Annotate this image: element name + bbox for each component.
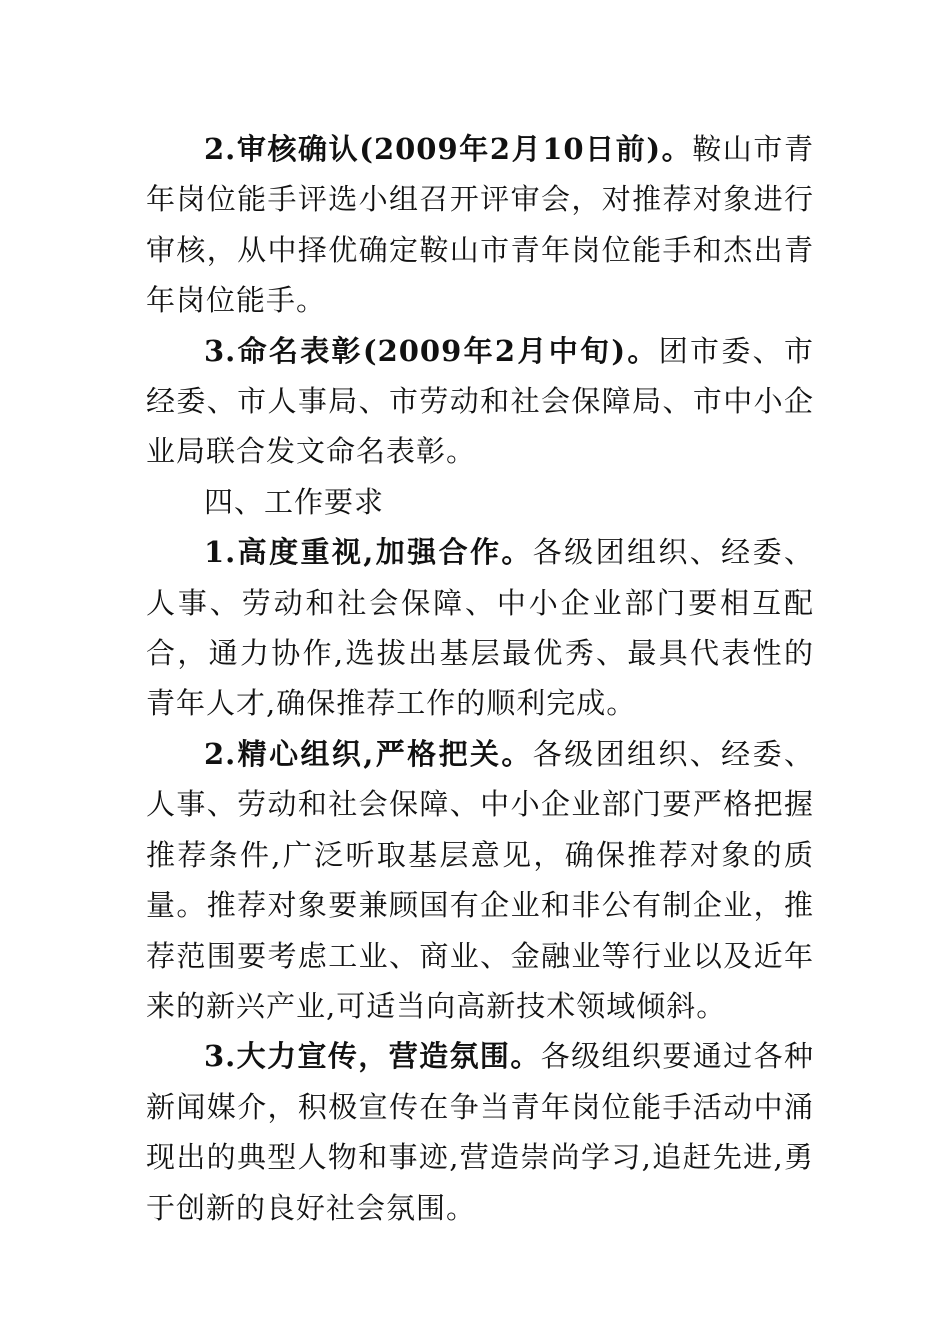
document-page bbox=[146, 124, 814, 1233]
paragraph-text: 鞍山市青年岗位能手评选小组召开评审会，对推荐对象进行审核，从中择优确定鞍山市青年岗位能手和杰出青年岗位能手。 bbox=[146, 132, 814, 318]
paragraph-attach-importance bbox=[146, 527, 814, 729]
paragraph-publicity bbox=[146, 1031, 814, 1233]
paragraph-careful-organization bbox=[146, 729, 814, 1031]
paragraph-lead: 2.审核确认(2009年2月10日前)。 bbox=[204, 132, 693, 166]
paragraph-lead: 1.高度重视,加强合作。 bbox=[204, 535, 533, 570]
paragraph-text: 各级团组织、经委、人事、劳动和社会保障、中小企业部门要相互配合，通力协作,选拔出基层最优秀、最具代表性的青年人才,确保推荐工作的顺利完成。 bbox=[146, 535, 814, 721]
paragraph-text: 各级团组织、经委、人事、劳动和社会保障、中小企业部门要严格把握推荐条件,广泛听取基层意见，确保推荐对象的质量。推荐对象要兼顾国有企业和非公有制企业，推荐范围要考虑工业、商业、金融业等行业以及近年来的新兴产业,可适当向高新技术领域倾斜。 bbox=[146, 736, 814, 1023]
paragraph-review-confirmation bbox=[146, 124, 814, 326]
paragraph-lead: 2.精心组织,严格把关。 bbox=[204, 736, 533, 771]
paragraph-text: 团市委、市经委、市人事局、市劳动和社会保障局、市中小企业局联合发文命名表彰。 bbox=[146, 333, 814, 469]
paragraph-lead: 3.大力宣传，营造氛围。 bbox=[204, 1039, 541, 1074]
paragraph-text: 各级组织要通过各种新闻媒介，积极宣传在争当青年岗位能手活动中涌现出的典型人物和事迹,营造崇尚学习,追赶先进,勇于创新的良好社会氛围。 bbox=[146, 1039, 814, 1225]
paragraph-lead: 3.命名表彰(2009年2月中旬)。 bbox=[204, 333, 659, 368]
section-heading-work-requirements: 四、工作要求 bbox=[204, 484, 385, 519]
paragraph-naming-commendation bbox=[146, 326, 814, 477]
